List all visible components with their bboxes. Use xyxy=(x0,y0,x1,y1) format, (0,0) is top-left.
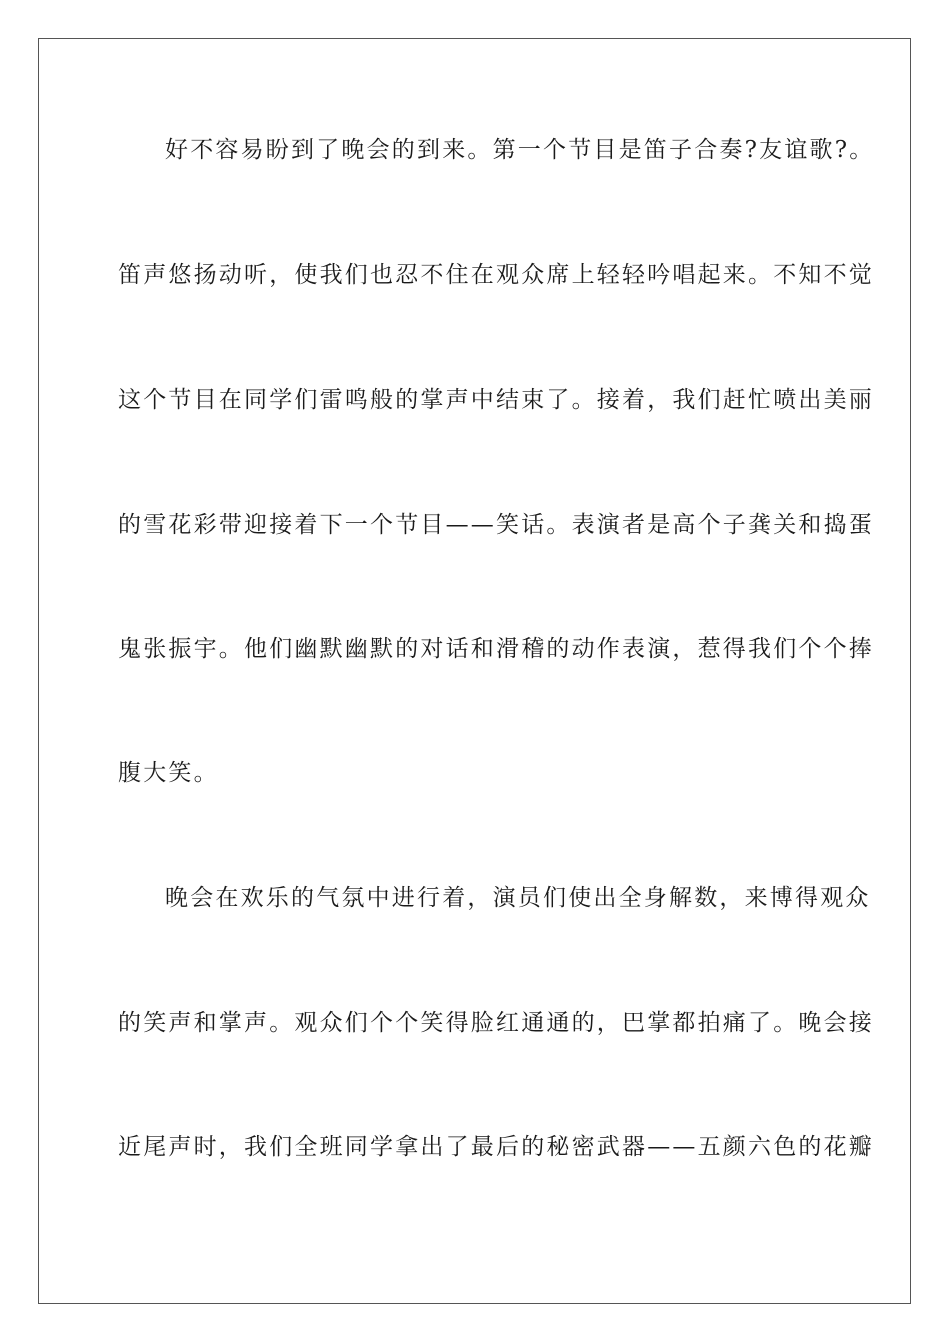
paragraph-2-line-1: 晚会在欢乐的气氛中进行着，演员们使出全身解数，来博得观众 xyxy=(165,885,871,911)
paragraph-1-line-2: 笛声悠扬动听，使我们也忍不住在观众席上轻轻吟唱起来。不知不觉 xyxy=(118,262,874,288)
paragraph-2-line-3: 近尾声时，我们全班同学拿出了最后的秘密武器——五颜六色的花瓣 xyxy=(118,1134,874,1160)
page-border xyxy=(38,38,911,1304)
paragraph-1-line-1: 好不容易盼到了晚会的到来。第一个节目是笛子合奏?友谊歌?。 xyxy=(165,137,875,163)
paragraph-1-line-3: 这个节目在同学们雷鸣般的掌声中结束了。接着，我们赶忙喷出美丽 xyxy=(118,387,874,413)
paragraph-1-line-4: 的雪花彩带迎接着下一个节目——笑话。表演者是高个子龚关和捣蛋 xyxy=(118,512,874,538)
paragraph-2-line-2: 的笑声和掌声。观众们个个笑得脸红通通的，巴掌都拍痛了。晚会接 xyxy=(118,1010,874,1036)
paragraph-1-line-5: 鬼张振宇。他们幽默幽默的对话和滑稽的动作表演，惹得我们个个捧 xyxy=(118,636,874,662)
paragraph-1-line-6: 腹大笑。 xyxy=(118,760,219,786)
